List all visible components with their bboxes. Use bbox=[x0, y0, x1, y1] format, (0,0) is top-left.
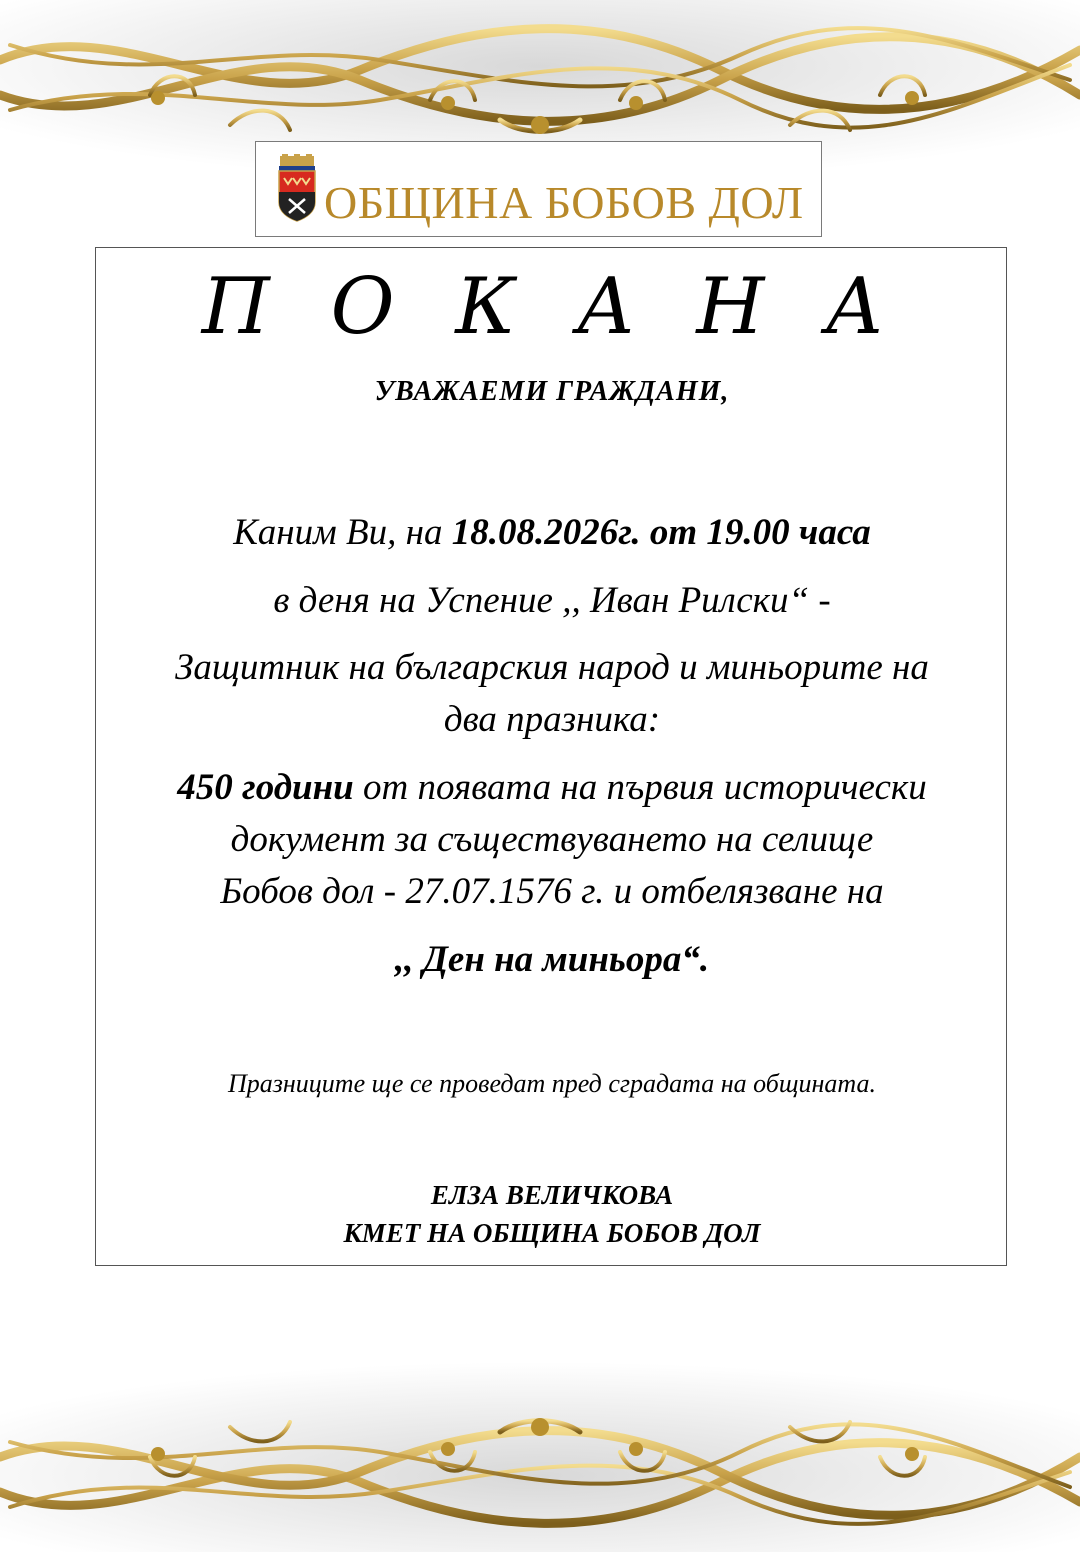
signer-title: КМЕТ НА ОБЩИНА БОБОВ ДОЛ bbox=[343, 1218, 761, 1248]
signer-name: ЕЛЗА ВЕЛИЧКОВА bbox=[430, 1180, 674, 1210]
miners-day-line: ,, Ден на миньора“. bbox=[394, 939, 710, 980]
settlement-line: Бобов дол - 27.07.1576 г. и отбелязване на bbox=[220, 871, 884, 912]
invitation-title: П О К А Н А bbox=[201, 262, 903, 352]
document-line: документ за съществуването на селище bbox=[230, 819, 874, 860]
date-time: 18.08.2026г. от 19.00 часа bbox=[451, 512, 871, 553]
occasion-line: в деня на Успение ,, Иван Рилски“ - bbox=[273, 580, 831, 621]
municipality-name: ОБЩИНА БОБОВ ДОЛ bbox=[324, 177, 804, 228]
invitation-card bbox=[95, 247, 1007, 1266]
anniversary-text: от появата на първия исторически bbox=[353, 767, 927, 808]
anniversary-line bbox=[96, 769, 1008, 806]
two-holidays-line: два празника: bbox=[443, 699, 661, 740]
anniversary-years: 450 години bbox=[177, 767, 354, 808]
venue-note: Празниците ще се проведат пред сградата на общината. bbox=[227, 1069, 877, 1098]
date-line-intro: Каним Ви, на bbox=[233, 512, 452, 553]
patron-line: Защитник на българския народ и миньорите на bbox=[175, 647, 929, 688]
coat-of-arms-icon bbox=[276, 154, 318, 222]
greeting: УВАЖАЕМИ ГРАЖДАНИ, bbox=[374, 376, 730, 407]
bottom-gold-ornament bbox=[0, 1362, 1080, 1552]
date-line bbox=[96, 514, 1008, 551]
municipality-logo-banner bbox=[255, 141, 822, 237]
